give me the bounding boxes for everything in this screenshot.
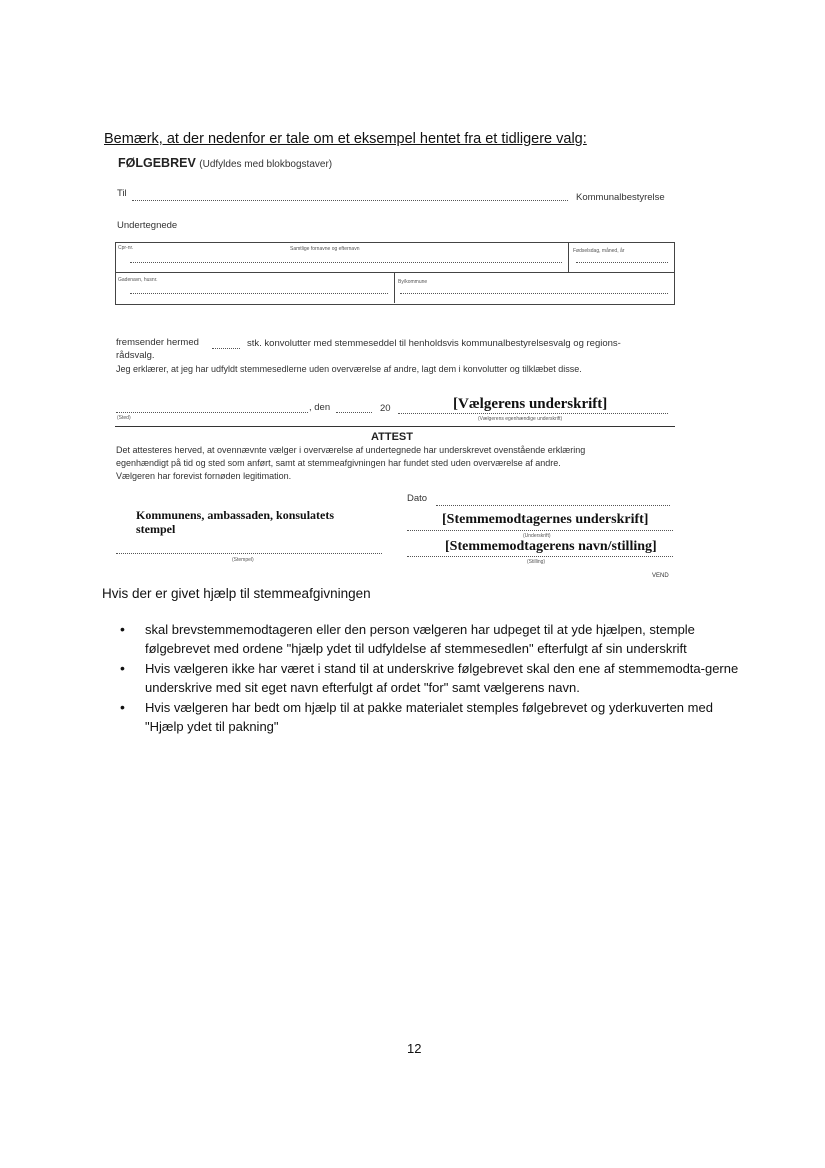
form-title bbox=[118, 156, 332, 170]
den-label: , den bbox=[309, 402, 331, 413]
birthdate-label: Fødselsdag, måned, år bbox=[573, 248, 625, 254]
stamp-text-line-1: Kommunens, ambassaden, konsulatets bbox=[136, 508, 335, 522]
receiver-signature: [Stemmemodtagernes underskrift] bbox=[442, 512, 649, 527]
stamp-line bbox=[116, 553, 382, 554]
help-heading: Hvis der er givet hjælp til stemmeafgivningen bbox=[102, 586, 371, 601]
attest-title: ATTEST bbox=[371, 431, 413, 443]
box-divider bbox=[116, 272, 674, 273]
voter-signature: [Vælgerens underskrift] bbox=[453, 396, 608, 412]
receiver-signature-line bbox=[407, 530, 673, 531]
undertegnede-label: Undertegnede bbox=[117, 220, 178, 231]
voter-signature-caption: (Vælgerens egenhændige underskrift) bbox=[478, 416, 563, 422]
help-bullet-list bbox=[112, 620, 752, 736]
box-vdivider-bottom bbox=[394, 273, 395, 303]
vend-label: VEND bbox=[652, 573, 669, 579]
stamp-text bbox=[136, 508, 334, 536]
city-fill-line bbox=[400, 293, 668, 294]
sender-text-2: rådsvalg. bbox=[116, 350, 155, 361]
street-fill-line bbox=[130, 293, 388, 294]
attest-line-2: egenhændigt på tid og sted som anført, samt at stemmeafgivningen har fundet sted uden overværelse af andre. bbox=[116, 458, 561, 468]
form-title-sub: (Udfyldes med blokbogstaver) bbox=[199, 159, 333, 170]
birth-fill-line bbox=[576, 262, 668, 263]
dato-line bbox=[436, 505, 670, 506]
place-caption: (Sted) bbox=[117, 415, 131, 421]
sender-text-a: fremsender hermed bbox=[116, 337, 199, 348]
year-label: 20 bbox=[380, 403, 391, 414]
dato-label: Dato bbox=[407, 493, 428, 504]
stamp-text-line-2: stempel bbox=[136, 522, 176, 536]
attest-separator bbox=[115, 426, 675, 427]
receiver-name: [Stemmemodtagerens navn/stilling] bbox=[445, 539, 657, 554]
page-number: 12 bbox=[407, 1041, 422, 1056]
note-heading: Bemærk, at der nedenfor er tale om et eksempel hentet fra et tidligere valg: bbox=[104, 131, 587, 147]
receiver-signature-caption: (Underskrift) bbox=[523, 533, 551, 539]
date-line bbox=[336, 412, 372, 413]
kommunal-label: Kommunalbestyrelse bbox=[576, 192, 665, 203]
list-item: • skal brevstemmemodtageren eller den person vælgeren har udpeget til at yde hjælpen, stemple følgebrevet med ordene "hjælp ydet til udfyldelse af stemmesedlen" efterfulgt af sin underskrift bbox=[112, 620, 752, 658]
sender-text-b: stk. konvolutter med stemmeseddel til henholdsvis kommunalbestyrelsesvalg og regions- bbox=[247, 338, 621, 349]
attest-line-3: Vælgeren har forevist fornøden legitimation. bbox=[116, 471, 292, 481]
attest-line-1: Det attesteres herved, at ovennævnte vælger i overværelse af undertegnede har underskrevet ovenstående erklæring bbox=[116, 445, 586, 455]
fullname-label: Samtlige fornavne og efternavn bbox=[290, 246, 360, 252]
list-item: • Hvis vælgeren ikke har været i stand til at underskrive følgebrevet skal den ene af stemmemodta-gerne underskrive med sit eget navn efterfulgt af ordet "for" samt vælgerens navn. bbox=[112, 659, 752, 697]
name-fill-line bbox=[130, 262, 562, 263]
til-line bbox=[132, 200, 568, 201]
place-line bbox=[116, 412, 308, 413]
form-title-main: FØLGEBREV bbox=[118, 156, 196, 170]
receiver-name-line bbox=[407, 556, 673, 557]
til-label: Til bbox=[117, 188, 127, 199]
stamp-caption: (Stempel) bbox=[232, 557, 254, 563]
receiver-name-caption: (Stilling) bbox=[527, 559, 546, 565]
list-item: • Hvis vælgeren har bedt om hjælp til at pakke materialet stemples følgebrevet og yderkuverten med "Hjælp ydet til pakning" bbox=[112, 698, 752, 736]
city-label: By/kommune bbox=[398, 279, 428, 285]
voter-signature-line bbox=[398, 413, 668, 414]
count-line bbox=[212, 348, 240, 349]
box-vdivider-top bbox=[568, 243, 569, 272]
declaration-text: Jeg erklærer, at jeg har udfyldt stemmesedlerne uden overværelse af andre, lagt dem i konvolutter og tilklæbet disse. bbox=[116, 364, 582, 374]
street-label: Gadenavn, husnr. bbox=[118, 277, 158, 283]
cpr-label: Cpr-nr. bbox=[118, 245, 134, 251]
